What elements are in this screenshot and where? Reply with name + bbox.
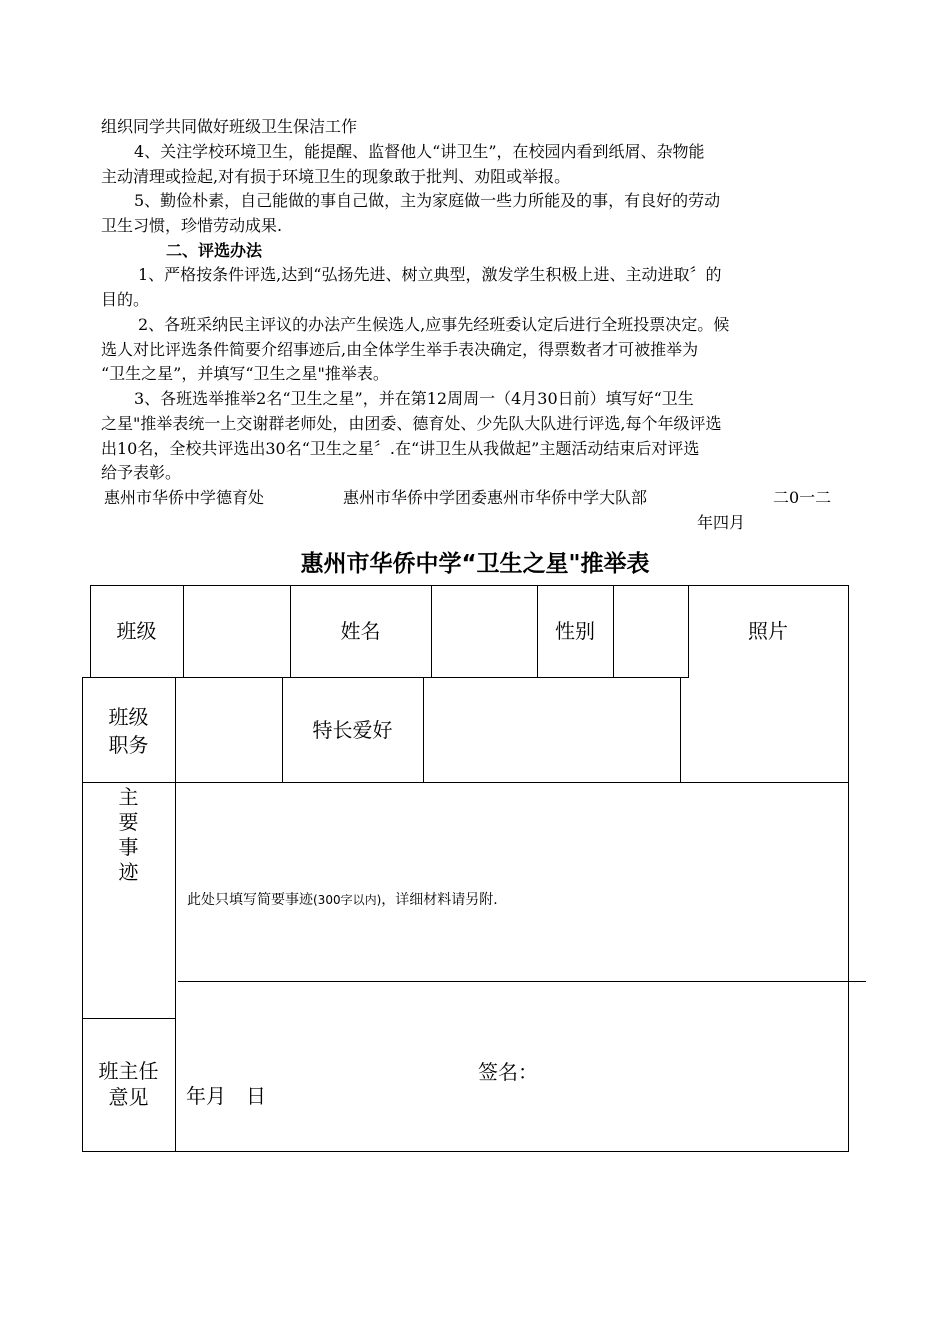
table-divider <box>431 585 432 677</box>
table-divider <box>82 1018 176 1019</box>
deeds-hint-a: 此处只填写简要事迹 <box>187 892 313 908</box>
date-label: 年月 日 <box>186 1084 266 1108</box>
section-heading-2: 二、评选办法 <box>166 241 263 260</box>
table-border-top <box>90 585 848 586</box>
para-item5-b: 卫生习惯，珍惜劳动成果. <box>101 216 283 235</box>
para-item4-b: 主动清理或捡起,对有损于环境卫生的现象敢于批判、劝阻或举报。 <box>101 167 571 186</box>
form-title: 惠州市华侨中学“卫生之星"推举表 <box>300 551 650 577</box>
label-gender: 性别 <box>555 619 595 643</box>
table-divider <box>183 585 184 677</box>
table-divider <box>680 677 681 782</box>
table-divider <box>175 677 176 1151</box>
signature-date-month: 年四月 <box>697 513 746 532</box>
label-class: 班级 <box>116 619 157 643</box>
label-main-deeds: 主 要 事 迹 <box>118 785 139 884</box>
table-border-right <box>848 782 849 1151</box>
para-item4-a: 4、关注学校环境卫生，能提醒、监督他人“讲卫生”，在校园内看到纸屑、杂物能 <box>134 142 705 161</box>
signature-org-2: 惠州市华侨中学团委惠州市华侨中学大队部 <box>343 488 648 507</box>
table-divider <box>178 981 866 982</box>
para-line1: 组织同学共同做好班级卫生保洁工作 <box>101 117 358 136</box>
table-divider <box>423 677 424 782</box>
para-m3-c: 出10名，全校共评选出30名“卫生之星〞.在“讲卫生从我做起”主题活动结束后对评选 <box>101 439 700 458</box>
label-hobby: 特长爱好 <box>312 718 393 742</box>
table-divider <box>613 585 614 677</box>
sign-label: 签名： <box>478 1060 538 1084</box>
table-divider <box>82 782 849 783</box>
deeds-hint <box>187 888 498 913</box>
para-m1-a: 1、严格按条件评选,达到“弘扬先进、树立典型，激发学生积极上进、主动进取〞的 <box>138 265 722 284</box>
para-m3-b: 之星"推举表统一上交谢群老师处，由团委、德育处、少先队大队进行评选,每个年级评选 <box>101 414 722 433</box>
para-m2-a: 2、各班采纳民主评议的办法产生候选人,应事先经班委认定后进行全班投票决定。候 <box>138 315 730 334</box>
table-border-right <box>848 585 849 782</box>
para-m1-b: 目的。 <box>101 290 150 309</box>
para-m3-d: 给予表彰。 <box>101 463 182 482</box>
para-m3-a: 3、各班选举推举2名“卫生之星”，并在第12周周一（4月30日前）填写好“卫生 <box>134 389 694 408</box>
label-teacher-opinion: 班主任 意见 <box>98 1059 159 1109</box>
deeds-hint-c: ，详细材料请另附. <box>381 892 498 908</box>
para-item5-a: 5、勤俭朴素，自己能做的事自己做，主为家庭做一些力所能及的事，有良好的劳动 <box>134 191 721 210</box>
table-divider <box>82 677 689 678</box>
label-name: 姓名 <box>340 619 381 643</box>
signature-date-year: 二0一二 <box>773 488 832 507</box>
table-border-bottom <box>82 1151 849 1152</box>
label-class-position: 班级 职务 <box>108 705 149 757</box>
deeds-hint-b: (300字以内) <box>313 893 382 907</box>
para-m2-c: “卫生之星”，并填写“卫生之星"推举表。 <box>101 364 389 383</box>
label-photo: 照片 <box>748 619 788 643</box>
signature-org-1: 惠州市华侨中学德育处 <box>104 488 265 507</box>
para-m2-b: 选人对比评选条件简要介绍事迹后,由全体学生举手表决确定，得票数者才可被推举为 <box>101 340 699 359</box>
